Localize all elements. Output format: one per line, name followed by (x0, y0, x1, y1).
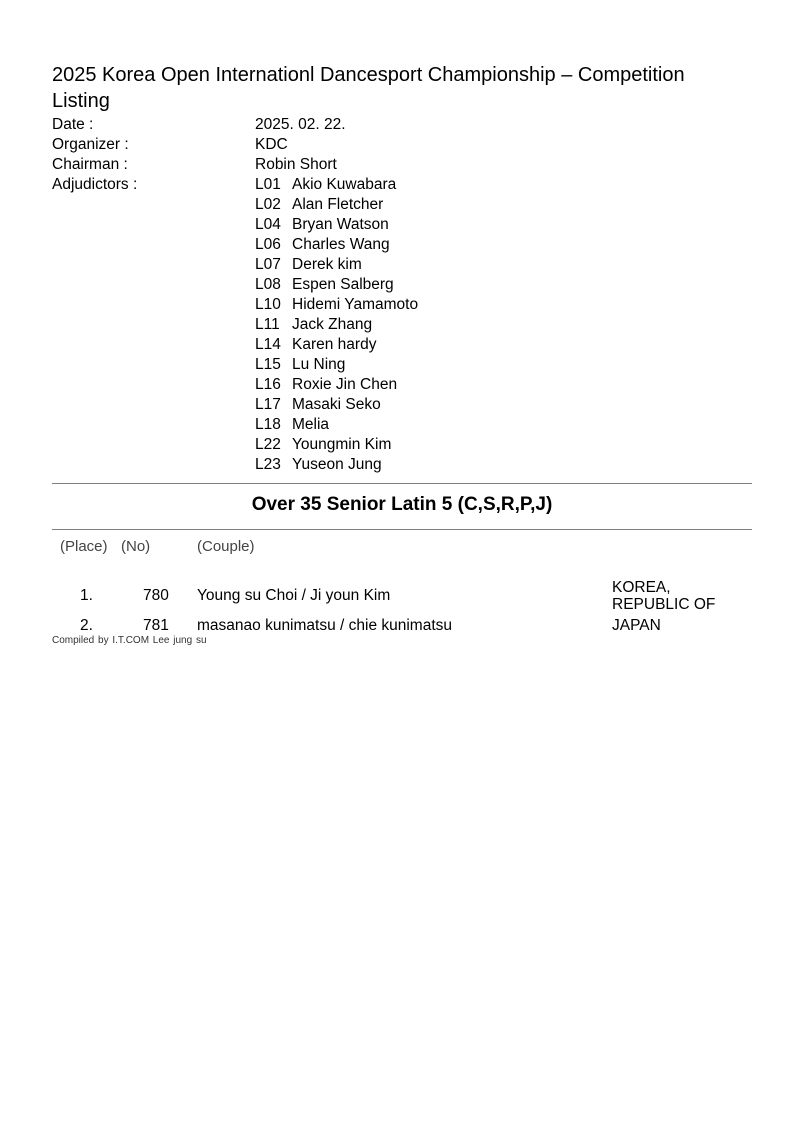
adjudicator-name: Jack Zhang (292, 316, 373, 333)
adjudicator-item (255, 315, 752, 335)
adjudicator-name: Bryan Watson (292, 216, 389, 233)
adjudicator-code: L01 (255, 176, 281, 193)
adjudicator-list (255, 175, 752, 475)
adjudicator-name: Hidemi Yamamoto (292, 296, 419, 313)
adjudicator-item (255, 295, 752, 315)
compiled-by-footer: Compiled by I.T.COM Lee jung su (52, 635, 207, 646)
adjudicator-item (255, 355, 752, 375)
adjudicator-item (255, 455, 752, 475)
adjudicator-code: L14 (255, 336, 281, 353)
result-country: JAPAN (612, 617, 661, 634)
adjudicator-name: Melia (292, 416, 330, 433)
organizer-row (52, 135, 752, 155)
adjudicator-name: Karen hardy (292, 336, 377, 353)
adjudicator-item (255, 395, 752, 415)
adjudicator-code: L07 (255, 256, 281, 273)
adjudicators-row (52, 175, 752, 475)
adjudicator-code: L22 (255, 436, 281, 453)
header-place: (Place) (60, 538, 108, 555)
adjudicator-code: L04 (255, 216, 281, 233)
adjudicator-code: L10 (255, 296, 281, 313)
adjudicator-code: L08 (255, 276, 281, 293)
adjudicator-item (255, 375, 752, 395)
date-value: 2025. 02. 22. (255, 116, 346, 133)
adjudicator-name: Derek kim (292, 256, 362, 273)
adjudicator-item (255, 435, 752, 455)
result-number: 780 (143, 587, 169, 604)
adjudicators-label: Adjudictors : (52, 176, 138, 193)
adjudicator-item (255, 195, 752, 215)
date-label: Date : (52, 116, 94, 133)
result-country: KOREA, REPUBLIC OF (612, 579, 716, 613)
adjudicator-code: L16 (255, 376, 281, 393)
meta-section (52, 115, 752, 475)
adjudicator-name: Lu Ning (292, 356, 346, 373)
adjudicator-item (255, 215, 752, 235)
result-place: 1. (80, 587, 93, 604)
adjudicator-name: Espen Salberg (292, 276, 394, 293)
adjudicator-code: L11 (255, 316, 280, 333)
result-couple: masanao kunimatsu / chie kunimatsu (197, 617, 453, 634)
adjudicator-name: Roxie Jin Chen (292, 376, 398, 393)
adjudicator-name: Alan Fletcher (292, 196, 384, 213)
header-couple: (Couple) (197, 538, 255, 555)
adjudicator-name: Akio Kuwabara (292, 176, 397, 193)
adjudicator-name: Youngmin Kim (292, 436, 392, 453)
result-place: 2. (80, 617, 93, 634)
header-no: (No) (121, 538, 151, 555)
adjudicator-item (255, 235, 752, 255)
adjudicator-code: L15 (255, 356, 281, 373)
adjudicator-item (255, 335, 752, 355)
result-number: 781 (143, 617, 169, 634)
chairman-value: Robin Short (255, 156, 337, 173)
table-row (52, 592, 752, 634)
table-row (52, 558, 752, 613)
adjudicator-name: Yuseon Jung (292, 456, 382, 473)
divider-top (52, 483, 752, 484)
adjudicator-name: Charles Wang (292, 236, 390, 253)
date-row (52, 115, 752, 135)
adjudicator-item (255, 415, 752, 435)
results-table (52, 536, 752, 634)
adjudicator-code: L06 (255, 236, 281, 253)
chairman-row (52, 155, 752, 175)
divider-bottom (52, 529, 752, 530)
chairman-label: Chairman : (52, 156, 128, 173)
adjudicator-code: L23 (255, 456, 281, 473)
adjudicator-item (255, 275, 752, 295)
results-header-row (52, 536, 752, 558)
result-couple: Young su Choi / Ji youn Kim (197, 587, 391, 604)
organizer-label: Organizer : (52, 136, 129, 153)
event-title: Over 35 Senior Latin 5 (C,S,R,P,J) (251, 494, 553, 515)
adjudicator-item (255, 175, 752, 195)
organizer-value: KDC (255, 136, 288, 153)
adjudicator-item (255, 255, 752, 275)
document-title: 2025 Korea Open Internationl Dancesport Championship – Competition Listing (52, 64, 685, 112)
adjudicator-code: L18 (255, 416, 281, 433)
adjudicator-name: Masaki Seko (292, 396, 381, 413)
adjudicator-code: L17 (255, 396, 281, 413)
adjudicator-code: L02 (255, 196, 281, 213)
